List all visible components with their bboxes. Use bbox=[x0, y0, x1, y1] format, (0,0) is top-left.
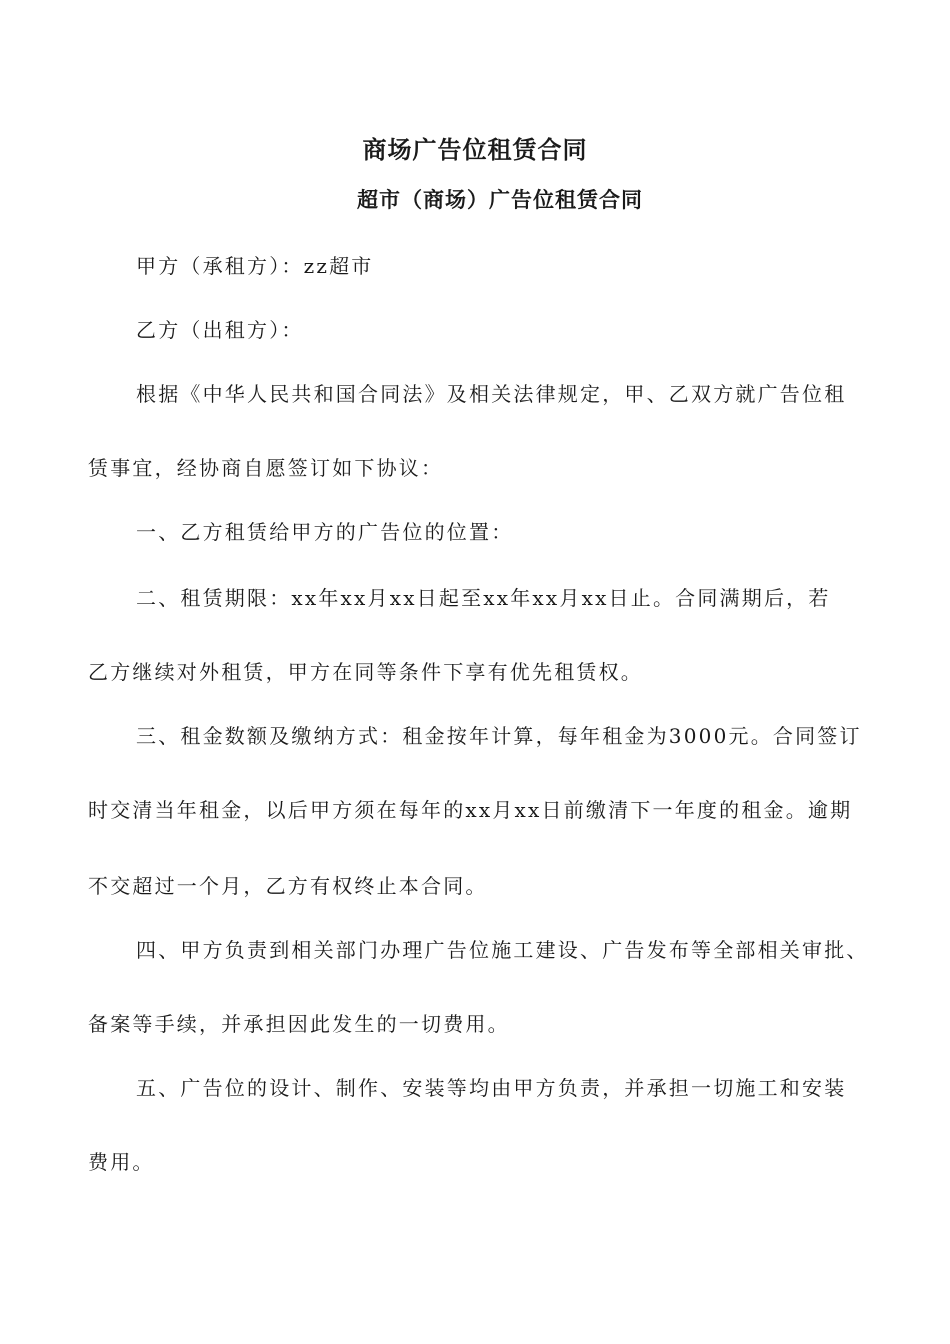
party-b-line: 乙方（出租方）： bbox=[136, 318, 304, 342]
clause-1-line-1: 一、乙方租赁给甲方的广告位的位置： bbox=[136, 520, 514, 544]
clause-2-line-2: 乙方继续对外租赁，甲方在同等条件下享有优先租赁权。 bbox=[88, 660, 643, 684]
clause-3-line-2: 时交清当年租金，以后甲方须在每年的xx月xx日前缴清下一年度的租金。逾期 bbox=[88, 798, 853, 822]
clause-5-line-2: 费用。 bbox=[88, 1150, 155, 1174]
document-subtitle: 超市（商场）广告位租赁合同 bbox=[357, 187, 643, 212]
party-a-line: 甲方（承租方）：zz超市 bbox=[136, 254, 374, 278]
preamble-line-1: 根据《中华人民共和国合同法》及相关法律规定，甲、乙双方就广告位租 bbox=[136, 382, 847, 406]
clause-2-line-1: 二、租赁期限：xx年xx月xx日起至xx年xx月xx日止。合同满期后，若 bbox=[136, 586, 831, 610]
clause-5-line-1: 五、广告位的设计、制作、安装等均由甲方负责，并承担一切施工和安装 bbox=[136, 1076, 847, 1100]
clause-4-line-1: 四、甲方负责到相关部门办理广告位施工建设、广告发布等全部相关审批、 bbox=[136, 938, 869, 962]
clause-3-line-3: 不交超过一个月，乙方有权终止本合同。 bbox=[88, 874, 488, 898]
clause-4-line-2: 备案等手续，并承担因此发生的一切费用。 bbox=[88, 1012, 510, 1036]
clause-3-line-1: 三、租金数额及缴纳方式：租金按年计算，每年租金为3000元。合同签订 bbox=[136, 724, 862, 748]
document-title: 商场广告位租赁合同 bbox=[362, 135, 588, 164]
preamble-line-2: 赁事宜，经协商自愿签订如下协议： bbox=[88, 456, 444, 480]
